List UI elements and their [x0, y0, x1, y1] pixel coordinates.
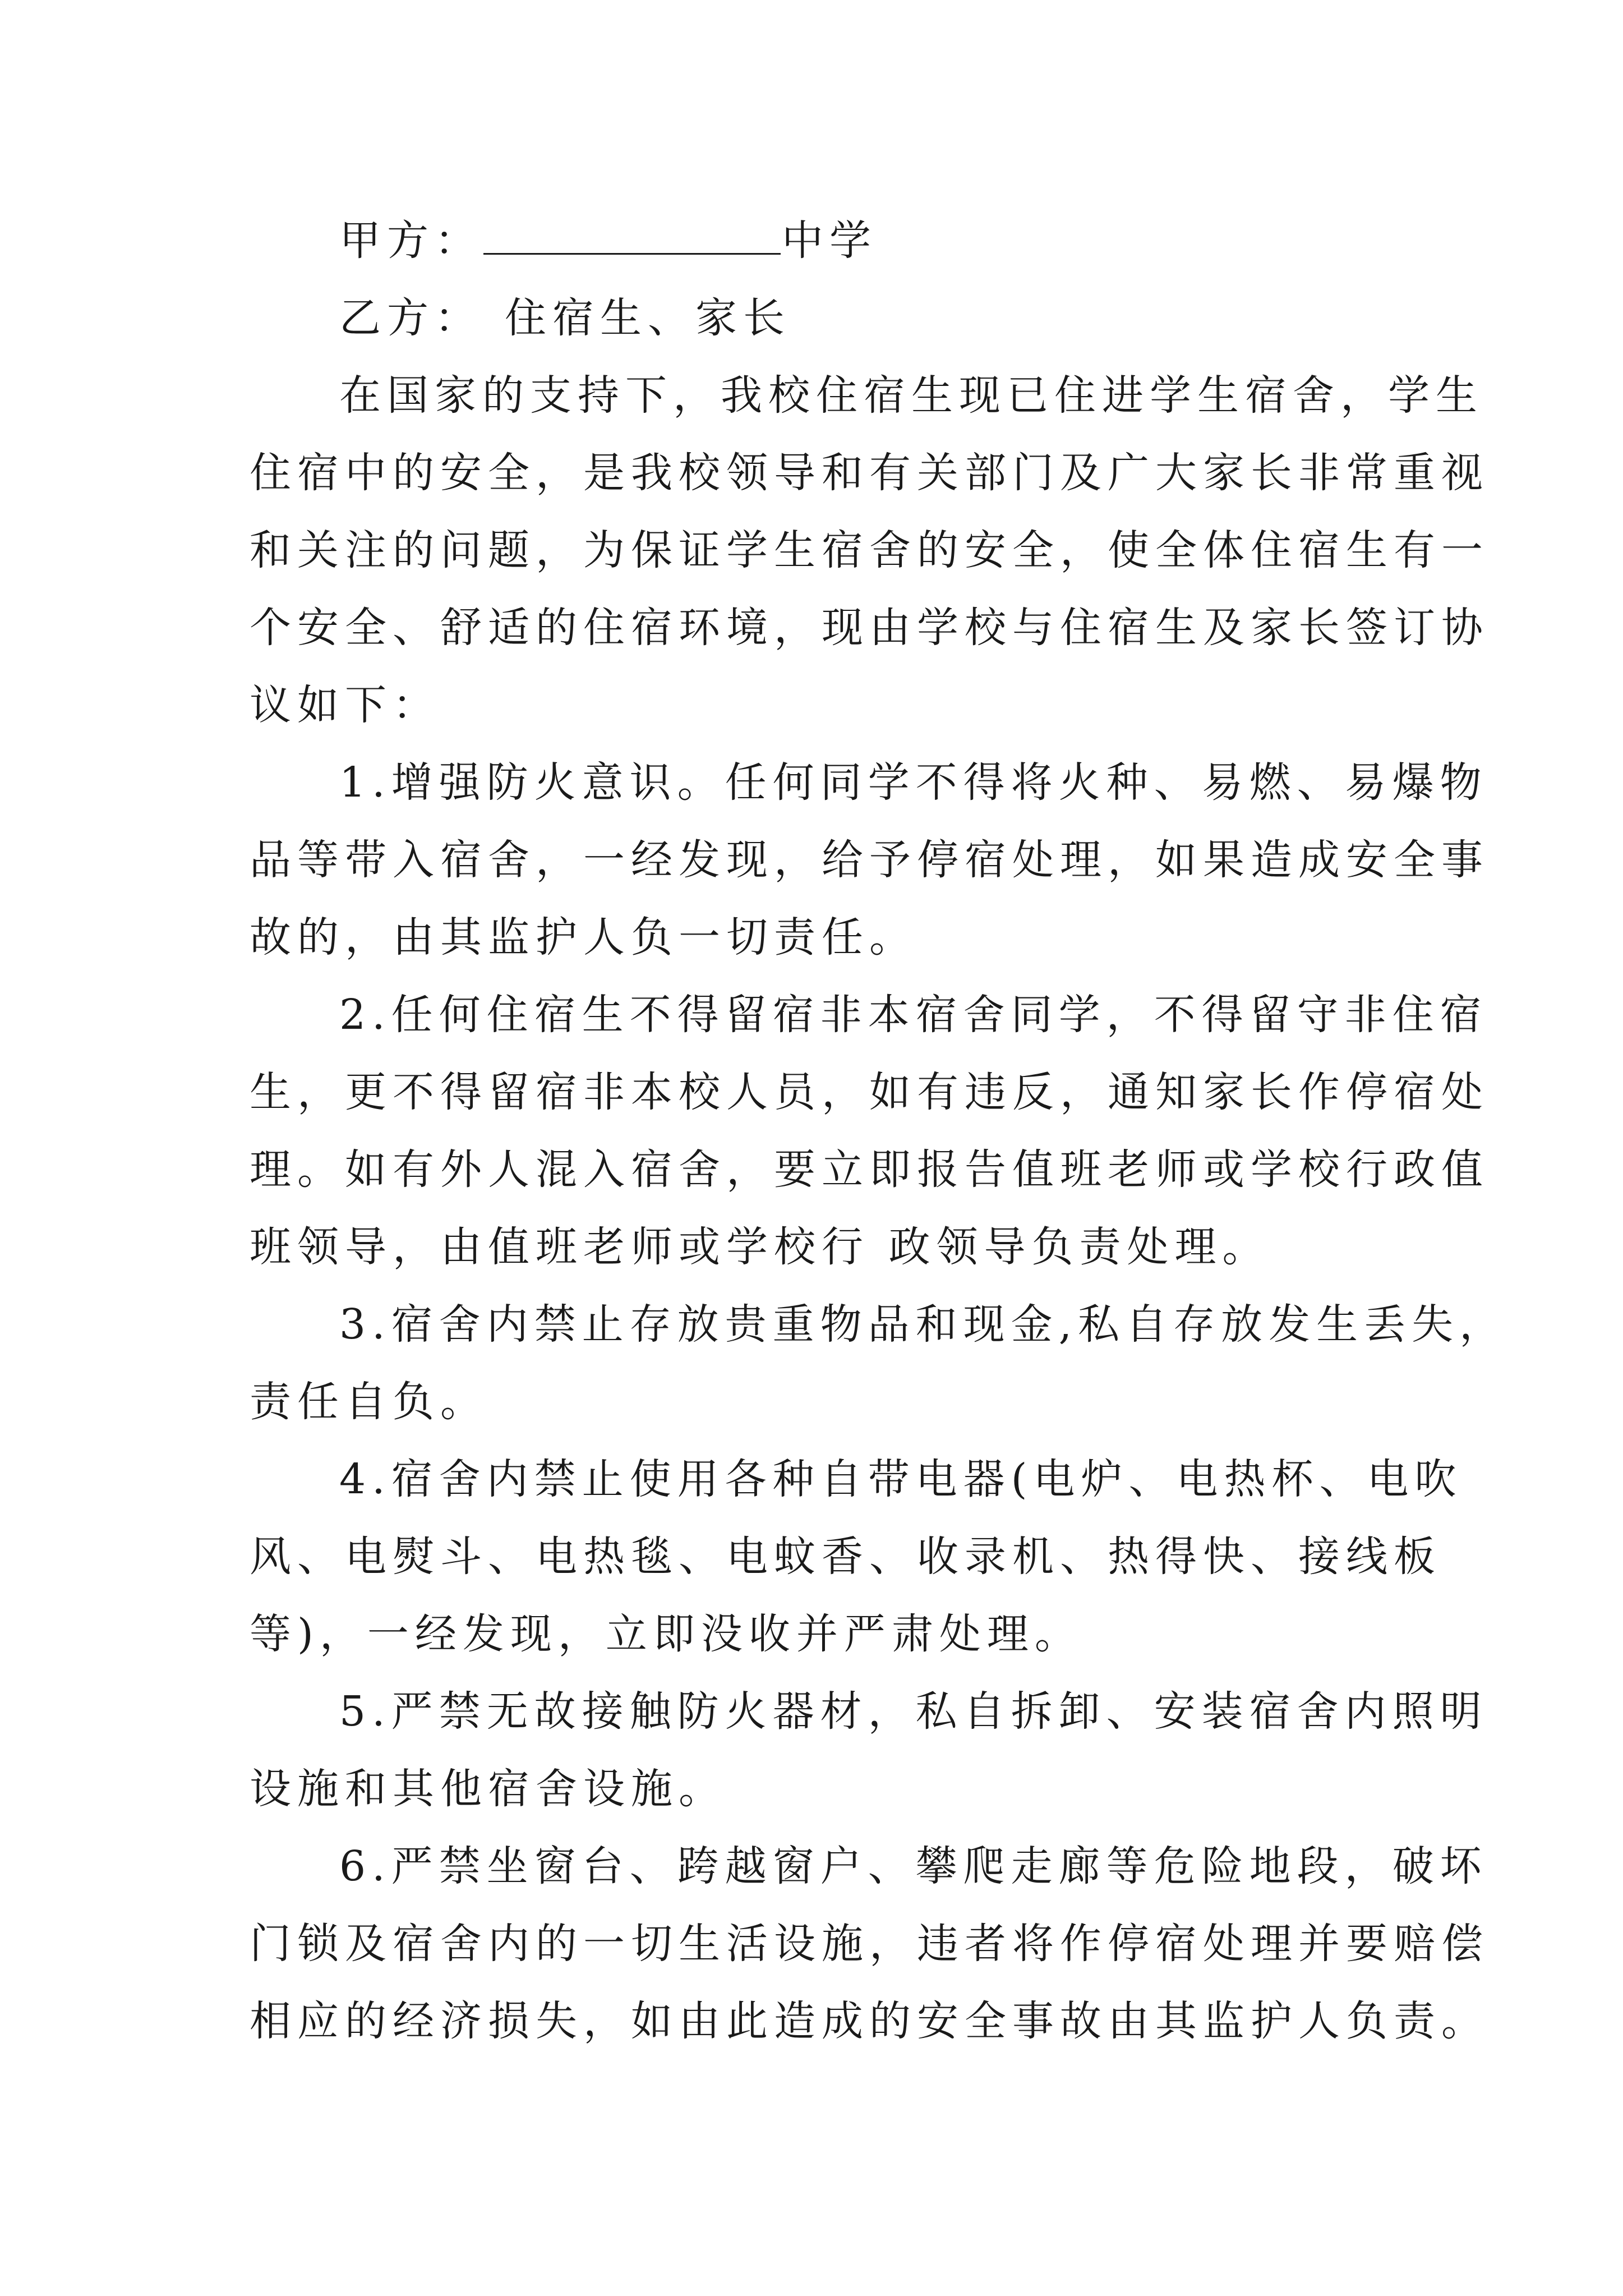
text-line: 和关注的问题，为保证学生宿舍的安全，使全体住宿生有一 [250, 526, 1489, 574]
clause-3 [250, 1286, 1507, 1441]
text-line: 责任自负。 [250, 1378, 488, 1426]
intro-paragraph [250, 357, 1489, 744]
text-line: 班领导，由值班老师或学校行 政领导负责处理。 [250, 1223, 1270, 1271]
text-line: 3.宿舍内禁止存放贵重物品和现金,私自存放发生丢失， [339, 1300, 1507, 1349]
clause-5 [250, 1673, 1488, 1828]
text-line: 相应的经济损失，如由此造成的安全事故由其监护人负责。 [250, 1997, 1489, 2045]
party-b-value: 住宿生、家长 [505, 294, 791, 342]
text-line: 设施和其他宿舍设施。 [250, 1765, 726, 1813]
document-page [250, 202, 1507, 2060]
clause-4 [250, 1441, 1463, 1673]
text-line: 故的，由其监护人负一切责任。 [250, 913, 917, 961]
text-line: 等)，一经发现，立即没收并严肃处理。 [250, 1610, 1082, 1658]
text-line: 2.任何住宿生不得留宿非本宿舍同学，不得留守非住宿 [339, 991, 1488, 1039]
clause-6 [250, 1828, 1489, 2060]
text-line: 议如下： [250, 681, 440, 729]
text-line: 在国家的支持下，我校住宿生现已住进学生宿舍，学生 [339, 371, 1483, 420]
party-a-label: 甲方： [339, 217, 482, 265]
party-b-label: 乙方： [339, 294, 482, 342]
text-line: 6.严禁坐窗台、跨越窗户、攀爬走廊等危险地段，破坏 [339, 1842, 1488, 1890]
text-line: 理。如有外人混入宿舍，要立即报告值班老师或学校行政值 [250, 1145, 1489, 1194]
text-line: 风、电熨斗、电热毯、电蚊香、收录机、热得快、接线板 [250, 1533, 1441, 1581]
party-a-line [250, 202, 1388, 279]
text-line: 个安全、舒适的住宿环境，现由学校与住宿生及家长签订协 [250, 604, 1489, 652]
party-b-line [250, 279, 1388, 357]
clause-2 [250, 976, 1489, 1286]
text-line: 住宿中的安全，是我校领导和有关部门及广大家长非常重视 [250, 449, 1489, 497]
text-line: 4.宿舍内禁止使用各种自带电器(电炉、电热杯、电吹 [339, 1455, 1463, 1503]
party-a-suffix: 中学 [782, 217, 877, 265]
text-line: 品等带入宿舍，一经发现，给予停宿处理，如果造成安全事 [250, 836, 1489, 884]
text-line: 5.严禁无故接触防火器材，私自拆卸、安装宿舍内照明 [339, 1687, 1488, 1736]
text-line: 生，更不得留宿非本校人员，如有违反，通知家长作停宿处 [250, 1068, 1489, 1116]
text-line: 门锁及宿舍内的一切生活设施，违者将作停宿处理并要赔偿 [250, 1920, 1489, 1968]
text-line: 1.增强防火意识。任何同学不得将火种、易燃、易爆物 [339, 758, 1488, 807]
clause-1 [250, 744, 1489, 976]
party-a-blank-field [483, 219, 781, 255]
